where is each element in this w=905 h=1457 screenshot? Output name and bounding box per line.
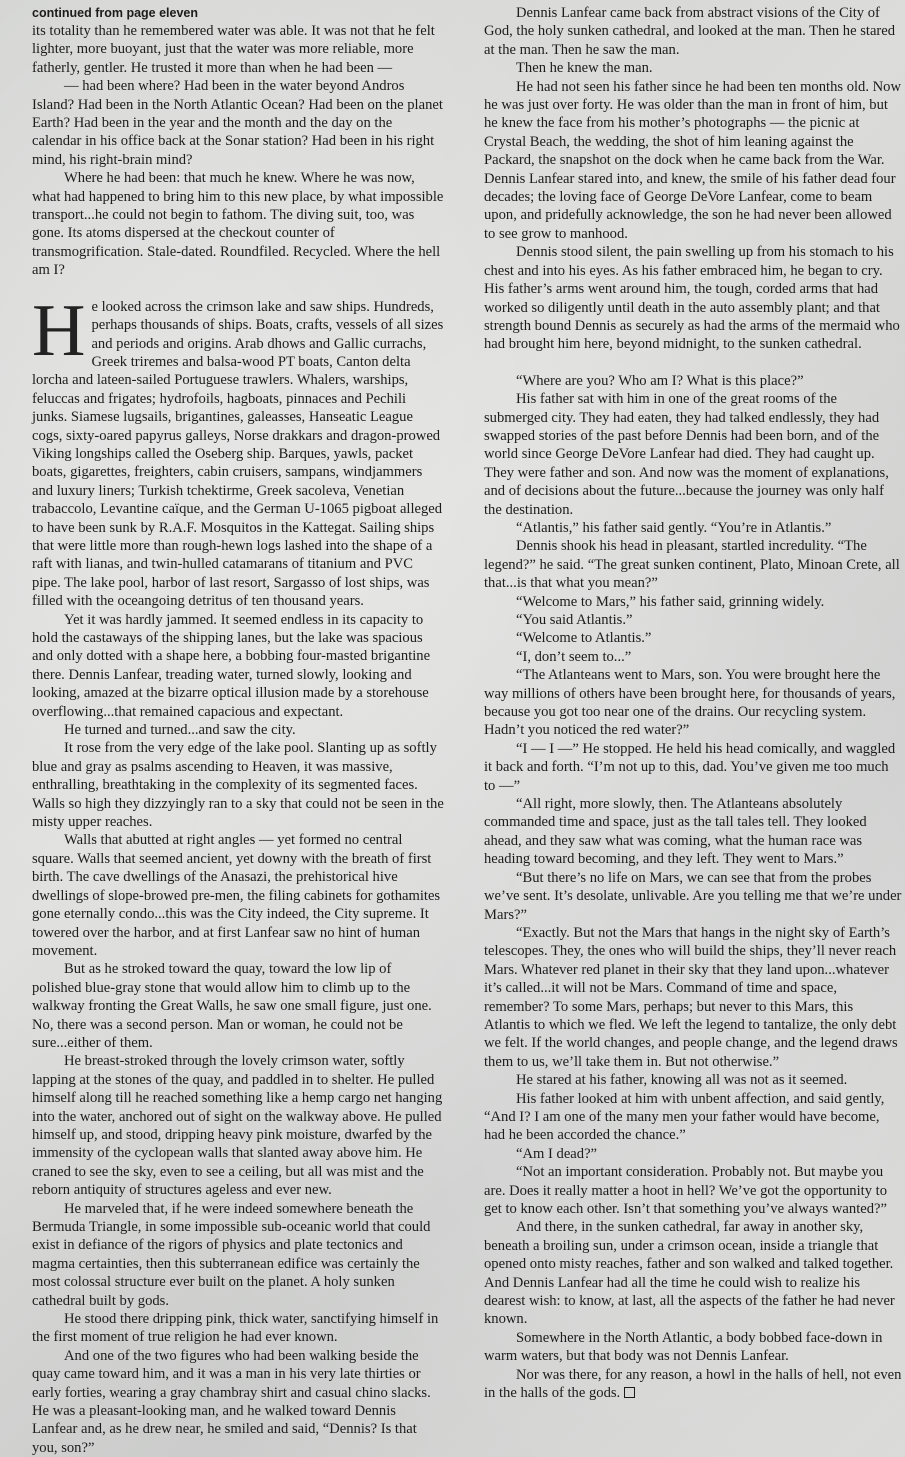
paragraph-text: its totality than he remembered water was able. It was not that he felt lighter, more buoyant, just that the water was more reliable, more fatherly, gentler. He trusted it more than when he had been —: [32, 23, 435, 76]
paragraph-text: And one of the two figures who had been walking beside the quay came toward him, and it was a man in his very late thirties or early forties, wearing a gray chambray shirt and casual chino slacks. He was a pleasant-looking man, and he walked toward Dennis Lanfear and, as he drew near, he smiled and said, “Dennis? Is that you, son?”: [32, 1347, 431, 1456]
continued-header: continued from page eleven: [32, 6, 199, 20]
paragraph: [32, 1347, 444, 1457]
paragraph: [484, 390, 902, 519]
paragraph: [484, 648, 902, 666]
drop-cap: H: [32, 289, 86, 372]
paragraph-text: Nor was there, for any reason, a howl in the halls of hell, not even in the halls of the gods.: [484, 1366, 902, 1402]
paragraph-text: He turned and turned...and saw the city.: [64, 722, 296, 739]
paragraph-text: He had not seen his father since he had been ten months old. Now he was just over forty. He was older than the man in front of him, but he knew the face from his mother’s photographs — the picnic at Crystal Beach, the wedding, the shot of him leaning against the Packard, the snapshot on the dock when he came back from the War. Dennis Lanfear stared into, and knew, the smile of his father dead four decades; the loving face of George DeVore Lanfear, come to beam upon, and pridefully acknowledge, the son he had never been allowed to see grow to manhood.: [484, 78, 902, 242]
paragraph-text: And there, in the sunken cathedral, far away in another sky, beneath a broiling sun, under a crimson ocean, inside a triangle that opened onto misty reaches, father and son walked and talked together. And Dennis Lanfear had all the time he could wish to realize his dearest wish: to know, at last, all the aspects of the father he had never known.: [484, 1219, 895, 1328]
paragraph: [32, 1052, 444, 1199]
section-break: [32, 280, 444, 298]
paragraph-text: He stood there dripping pink, thick water, sanctifying himself in the first moment of true religion he had ever known.: [32, 1311, 439, 1346]
paragraph-text: But as he stroked toward the quay, toward the low lip of polished blue-gray stone that would allow him to climb up to the walkway fronting the Great Walls, he saw one small figure, just one. No, there was a second person. Man or woman, he could not be sure...either of them.: [32, 961, 432, 1051]
paragraph: [484, 1329, 902, 1366]
paragraph: [32, 1310, 444, 1347]
paragraph: [484, 243, 902, 353]
paragraph: [484, 59, 902, 77]
paragraph: [484, 666, 902, 740]
end-mark-icon: [624, 1387, 635, 1398]
paragraph-text: “I, don’t seem to...”: [516, 648, 632, 665]
paragraph-text: Walls that abutted at right angles — yet formed no central square. Walls that seemed ancient, yet downy with the breath of first birth. The cave dwellings of the Anasazi, the prehistorical hive dwellings of slope-browed pre-men, the filing cabinets for gothamites gone eternally condo...this was the City indeed, the City supreme. It towered over the harbor, and at first Lanfear saw no hint of human movement.: [32, 832, 441, 959]
paragraph: [484, 1366, 902, 1403]
paragraph-text: Where he had been: that much he knew. Where he was now, what had happened to bring him to this new place, by what impossible transport...he could not begin to fathom. The diving suit, too, was gone. Its atoms dispersed at the checkout counter of transmogrification. Stale-dated. Roundfiled. Recycled. Where the hell am I?: [32, 170, 444, 279]
paragraph-text: “The Atlanteans went to Mars, son. You were brought here the way millions of others have been brought here, for thousands of years, because you got too near one of the drains. Our recycling system. Hadn’t you noticed the red water?”: [484, 667, 896, 739]
paragraph: [484, 740, 902, 795]
paragraph: [32, 1200, 444, 1310]
paragraph-text: “Not an important consideration. Probably not. But maybe you are. Does it really matter a hoot in hell? We’ve got the opportunity to get to know each other. Isn’t that something you’ve always wanted?”: [484, 1164, 888, 1217]
section-break: [484, 354, 902, 372]
paragraph-text: His father sat with him in one of the great rooms of the submerged city. They had eaten, they had talked endlessly, they had swapped stories of the past before Dennis had been born, and of the world since George DeVore Lanfear had died. They had caught up. They were father and son. And now was the moment of explanations, and of decisions about the future...because the journey was only half the destination.: [484, 391, 889, 518]
paragraph-text: It rose from the very edge of the lake pool. Slanting up as softly blue and gray as psalms ascending to Heaven, it was massive, enthralling, breathtaking in the complexity of its segmented faces. Walls so high they dizzyingly ran to a sky that could not be seen in the misty upper reaches.: [32, 740, 444, 831]
paragraph-text: “Welcome to Mars,” his father said, grinning widely.: [516, 593, 825, 610]
paragraph-text: Dennis Lanfear came back from abstract visions of the City of God, the holy sunken cathedral, and looked at the man. Then he stared at the man. Then he saw the man.: [484, 5, 896, 58]
paragraph: [484, 795, 902, 869]
paragraph-text: “All right, more slowly, then. The Atlanteans absolutely commanded time and space, just as the tall tales tell. They looked ahead, and they saw what was coming, what the human race was heading toward becoming, and they left. They went to Mars.”: [484, 796, 867, 868]
paragraph-text: “Am I dead?”: [516, 1145, 598, 1162]
paragraph-text: “Atlantis,” his father said gently. “You’re in Atlantis.”: [516, 519, 832, 536]
paragraph-text: “Welcome to Atlantis.”: [516, 630, 652, 647]
paragraph: [484, 372, 902, 390]
paragraph: [484, 1090, 902, 1145]
paragraph-text: — had been where? Had been in the water beyond Andros Island? Had been in the North Atlantic Ocean? Had been on the planet Earth? Had been in the year and the month and the day on the calendar in his office back at the Sonar station? Had been in his right mind, his right-brain mind?: [32, 78, 443, 168]
paragraph: [484, 1163, 902, 1218]
paragraph: [484, 611, 902, 629]
paragraph: [32, 721, 444, 739]
paragraph-text: “You said Atlantis.”: [516, 612, 633, 628]
paragraph: [32, 289, 444, 611]
paragraph: [32, 77, 444, 169]
paragraph-text: Then he knew the man.: [516, 60, 653, 77]
paragraph: [484, 519, 902, 537]
paragraph-text: “But there’s no life on Mars, we can see that from the probes we’ve sent. It’s desolate, unlivable. Are you telling me that we’re under Mars?”: [484, 869, 902, 923]
paragraph-text: He marveled that, if he were indeed somewhere beneath the Bermuda Triangle, in some impossible sub-oceanic world that could exist in defiance of the rigors of physics and plate tectonics and magma certainties, then this subterranean edifice was certainly the most colossal structure ever built on the planet. A holy sunken cathedral built by gods.: [32, 1200, 431, 1309]
paragraph: [32, 611, 444, 721]
paragraph: [484, 537, 902, 592]
paragraph: [32, 169, 444, 279]
paragraph: [484, 78, 902, 244]
paragraph: [484, 1071, 902, 1089]
paragraph-text: Dennis stood silent, the pain swelling up from his stomach to his chest and into his eyes. As his father embraced him, he began to cry. His father’s arms went around him, the tough, corded arms that had worked so diligently until death in the auto assembly plant; and that strength bound Dennis as securely as had the arms of the mermaid who had brought him here, beyond midnight, to the sunken cathedral.: [484, 244, 900, 353]
paragraph-text: “Exactly. But not the Mars that hangs in the night sky of Earth’s telescopes. They, the ones who will build the ships, they’ll never reach Mars. Whatever red planet in their sky that they land upon...whatever it’s called...it will not be Mars. Command of time and space, remember? To some Mars, perhaps; but never to this Mars, this Atlantis to which we fled. We left the legend to tantalize, the only debt we felt. If the world changes, and people change, and the legend draws them to us, we’ll take them in. But not otherwise.”: [484, 924, 898, 1070]
paragraph: [484, 869, 902, 924]
paragraph: [484, 1145, 902, 1163]
paragraph-text: “I — I —” He stopped. He held his head comically, and waggled it back and forth. “I’m not up to this, dad. You’ve given me too much to —”: [484, 740, 896, 794]
paragraph: [484, 593, 902, 611]
paragraph-text: e looked across the crimson lake and saw ships. Hundreds, perhaps thousands of ships. Boats, crafts, vessels of all sizes and periods and origins. Arab dhows and Gallic currachs, Greek triremes and balsa-wood PT boats, Canton delta lorcha and lateen-sailed Portuguese trawlers. Whalers, warships, feluccas and frigates; hydrofoils, hagboats, pinnaces and Pechili junks. Siamese lugsails, brigantines, galeasses, Hanseatic League cogs, sixty-oared papyrus galleys, Norse drakkars and dragon-prowed Viking longships called the Oseberg ship. Barques, yawls, packet boats, gigarettes, freighters, cabin cruisers, sampans, windjammers and luxury liners; Turkish tchektirme, Greek sacoleva, Venetian trabaccolo, Levantine caïque, and the German U-1065 pigboat alleged to have been sunk by R.A.F. Mosquitos in the Kattegat. Sailing ships that were little more than rough-hewn logs lashed into the shape of a raft with lianas, and twin-hulled catamarans of titanium and PVC pipe. The lake pool, harbor of last resort, Sargasso of lost ships, was filled with the oceangoing detritus of ten thousand years.: [32, 298, 444, 610]
paragraph: [32, 22, 444, 77]
paragraph-text: His father looked at him with unbent affection, and said gently, “And I? I am one of the many men your father would have become, had he been accorded the chance.”: [484, 1090, 885, 1144]
paragraph-text: He stared at his father, knowing all was not as it seemed.: [516, 1072, 848, 1089]
paragraph: [484, 629, 902, 647]
left-column: [32, 4, 444, 1457]
right-column: [484, 4, 902, 1402]
paragraph: [32, 831, 444, 960]
paragraph: [484, 1218, 902, 1328]
paragraph-text: Yet it was hardly jammed. It seemed endless in its capacity to hold the castaways of the shipping lanes, but the lake was spacious and only dotted with a shape here, a bobbing four-masted brigantine there. Dennis Lanfear, treading water, turned slowly, looking and looking, amazed at the bizarre optical illusion made by a storehouse overflowing...that remained capacious and expectant.: [32, 611, 431, 720]
paragraph: [484, 4, 902, 59]
paragraph: [484, 924, 902, 1071]
paragraph-text: Somewhere in the North Atlantic, a body bobbed face-down in warm waters, but that body was not Dennis Lanfear.: [484, 1329, 883, 1365]
paragraph: [32, 739, 444, 831]
paragraph-text: He breast-stroked through the lovely crimson water, softly lapping at the stones of the quay, and paddled in to shelter. He pulled himself along till he reached something like a hemp cargo net hanging into the water, anchored out of sight on the walkway above. He pulled himself up, and stood, dripping heavy pink moisture, dwarfed by the immensity of the cyclopean walls that slanted away above him. He craned to see the sky, even to see a ceiling, but all was mist and the reborn antiquity of structures ageless and ever new.: [32, 1053, 443, 1199]
paragraph-text: Dennis shook his head in pleasant, startled incredulity. “The legend?” he said. “The great sunken continent, Plato, Minoan Crete, all that...is that what you mean?”: [484, 538, 900, 592]
paragraph: [32, 960, 444, 1052]
paragraph-text: “Where are you? Who am I? What is this place?”: [516, 372, 804, 389]
